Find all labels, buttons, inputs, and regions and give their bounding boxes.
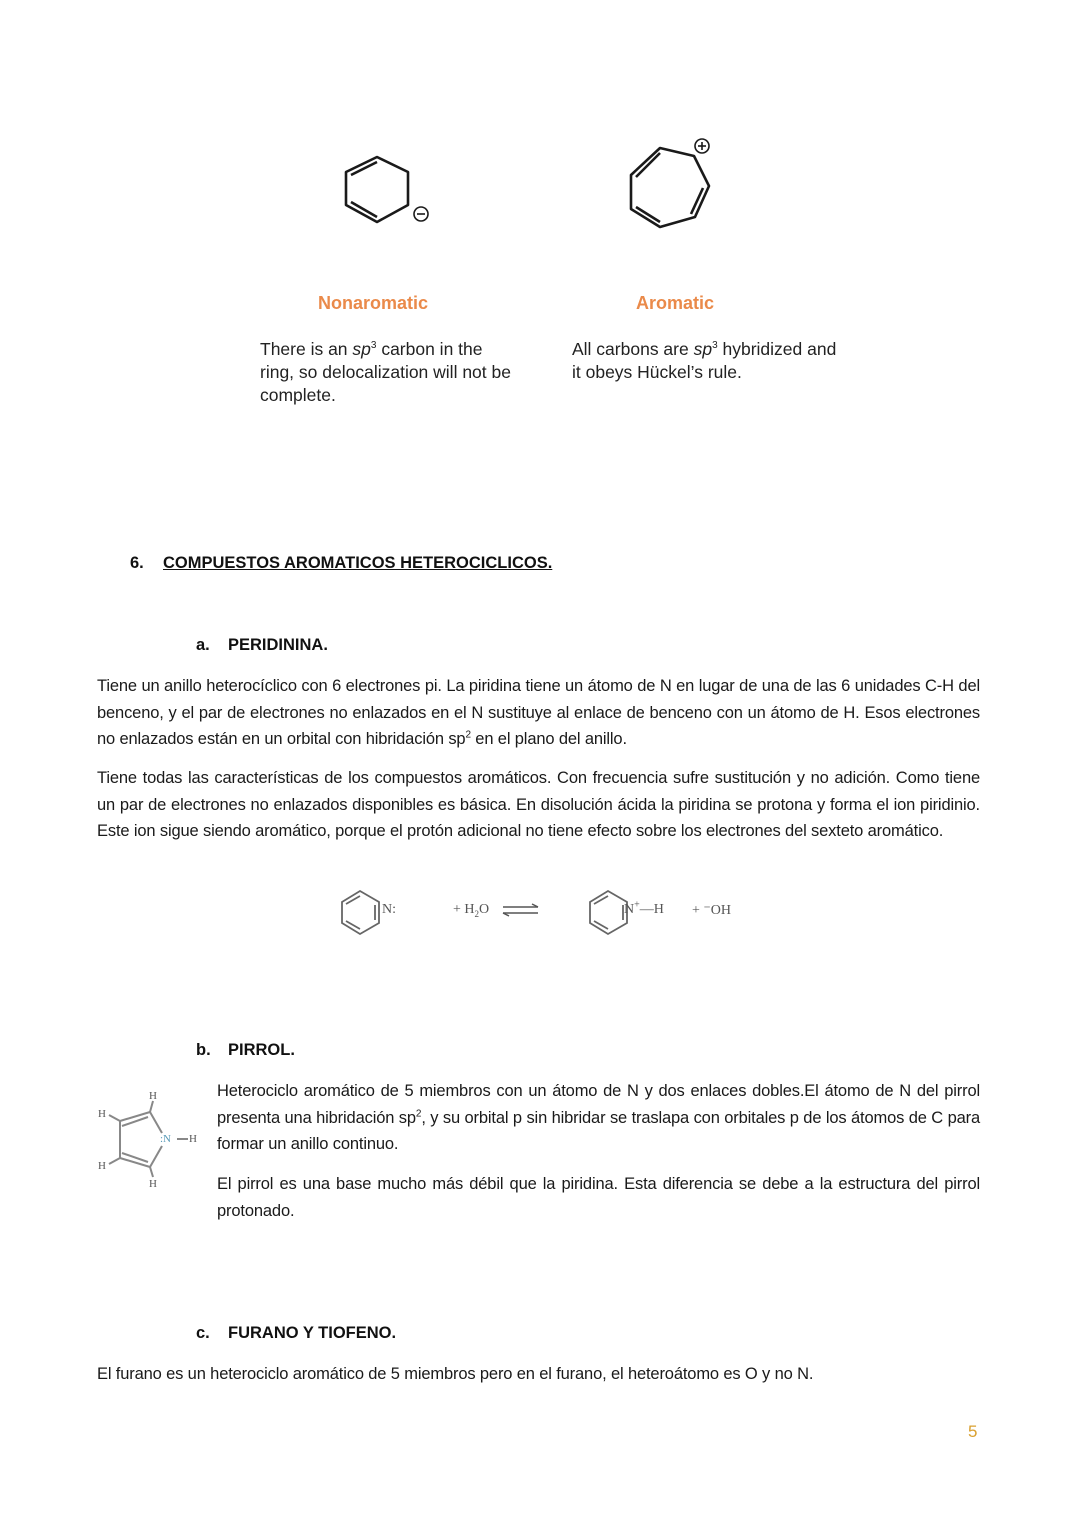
furan-paragraph-1: El furano es un heterociclo aromático de 5 miembros pero en el furano, el heteroátomo es O y no N. [97,1365,814,1383]
pyridine-paragraph-2: Tiene todas las características de los compuestos aromáticos. Con frecuencia sufre sustitución y no adición. Como tiene un par de electrones no enlazados disponibles es básica. En disolución ácida la piridina se protona y forma el ion piridinio. Este ion sigue siendo aromático, porque el protón adicional no tiene efecto sobre los electrones del sexteto aromático. [97,769,980,840]
equilibrium-arrow-icon [502,903,540,917]
tropylium-cation-icon [620,130,730,240]
pyrrole-structure: H H H H :N H [92,1088,207,1193]
tropylium-cation-structure [620,130,730,240]
cyclohexadienyl-anion-icon [330,145,440,235]
pyridine-paragraph-1: Tiene un anillo heterocíclico con 6 electrones pi. La piridina tiene un átomo de N en lugar de una de las 6 unidades C-H del benceno, y el par de electrones no enlazados en el N sustituye al enlace de benceno con un átomo de H. Esos electrones no enlazados están en un orbital con hibridación $sp^2$ en el plano del anillo. [97,677,980,748]
nonaromatic-label: Nonaromatic [317,293,429,313]
pyridinium-nitrogen-label: N+—H [624,899,664,917]
aromatic-description: All carbons are $sp^3$ hybridized and it obeys Hückel’s rule. [572,339,837,382]
cyclohexadienyl-anion-structure [330,145,440,235]
hydroxide-product: + ⁻OH [692,903,732,918]
section-number: 6. [130,554,144,572]
subsection-a-heading: a. PERIDININA. [196,636,328,654]
pyrrole-nitrogen-label: :N [160,1133,171,1145]
page-number: 5 [968,1422,978,1441]
pyrrole-paragraph-2: El pirrol es una base mucho más débil que la piridina. Esta diferencia se debe a la estructura del pirrol protonado. [217,1175,980,1220]
aromatic-label: Aromatic [635,293,715,313]
pyridine-nitrogen-label: N: [382,902,396,917]
section-title: COMPUESTOS AROMATICOS HETEROCICLICOS. [163,554,553,572]
nonaromatic-description: There is an $sp^3$ carbon in the ring, so delocalization will not be complete. [260,339,511,405]
water-reagent: + $H_2O$ [453,902,490,919]
pyridine-protonation-reaction [335,885,755,940]
section-6-heading [130,554,552,573]
subsection-b-heading: b. PIRROL. [196,1041,295,1059]
pyrrole-paragraph-1: Heterociclo aromático de 5 miembros con un átomo de N y dos enlaces dobles.El átomo de N del pirrol presenta una hibridación $sp^2$, y su orbital p sin hibridar se traslapa con orbitales p de los átomos de C para formar un anillo continuo. [217,1082,981,1153]
subsection-c-heading: c. FURANO Y TIOFENO. [196,1324,397,1342]
